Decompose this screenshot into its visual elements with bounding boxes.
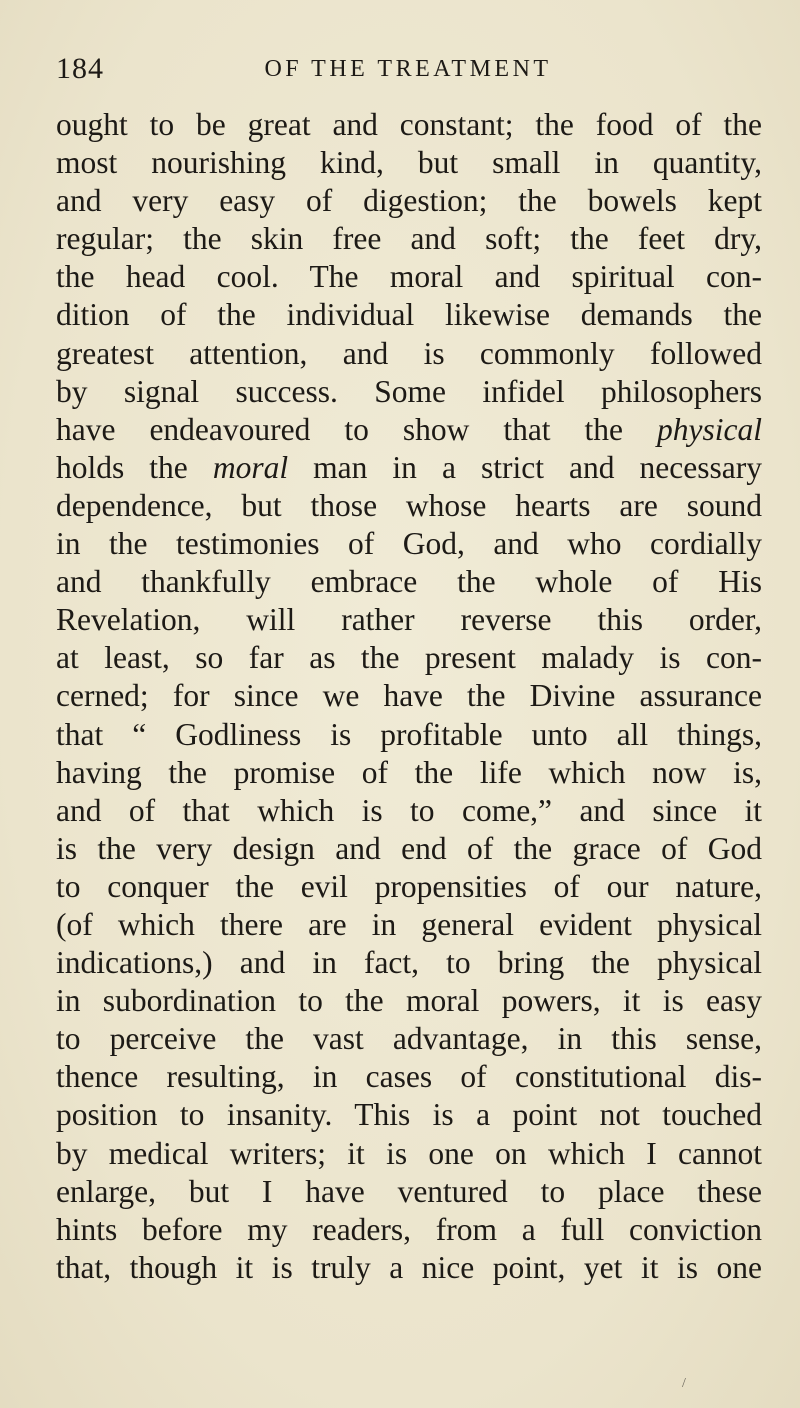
text-segment: thence resulting, in cases of constitutional dis-: [56, 1059, 762, 1095]
text-segment: man in a strict and necessary: [288, 449, 762, 485]
text-segment: that “ Godliness is profitable unto all things,: [56, 716, 762, 752]
text-line: [56, 296, 762, 334]
text-segment: ought to be great and constant; the food of the: [56, 107, 762, 142]
text-line: [56, 639, 762, 677]
text-segment: and of that which is to come,” and since it: [56, 792, 762, 828]
text-segment: in the testimonies of God, and who cordially: [56, 526, 762, 562]
text-segment: cerned; for since we have the Divine assurance: [56, 678, 762, 714]
text-segment: to conquer the evil propensities of our nature,: [56, 868, 762, 904]
text-line: [56, 601, 762, 639]
text-segment: regular; the skin free and soft; the feet dry,: [56, 221, 762, 257]
running-head: [56, 52, 760, 92]
text-segment: by medical writers; it is one on which I cannot: [56, 1135, 762, 1171]
text-line: [56, 1249, 762, 1287]
text-line: [56, 1173, 762, 1211]
text-line: [56, 754, 762, 792]
text-segment: and very easy of digestion; the bowels kept: [56, 183, 762, 219]
text-line: [56, 716, 762, 754]
text-segment: enlarge, but I have ventured to place these: [56, 1173, 762, 1209]
text-segment: position to insanity. This is a point not touched: [56, 1097, 762, 1133]
text-segment: greatest attention, and is commonly followed: [56, 335, 762, 371]
text-line: [56, 1135, 762, 1173]
text-line: [56, 220, 762, 258]
text-segment: the head cool. The moral and spiritual con-: [56, 259, 762, 295]
text-line: [56, 335, 762, 373]
text-line: [56, 982, 762, 1020]
text-line: [56, 563, 762, 601]
text-segment: and thankfully embrace the whole of His: [56, 564, 762, 600]
text-line: [56, 944, 762, 982]
page-number: 184: [56, 52, 104, 85]
text-line: [56, 449, 762, 487]
text-segment: dependence, but those whose hearts are sound: [56, 487, 762, 523]
text-line: [56, 258, 762, 296]
text-line: [56, 677, 762, 715]
text-segment: at least, so far as the present malady is con-: [56, 640, 762, 676]
text-segment: that, though it is truly a nice point, yet it is one: [56, 1249, 762, 1285]
text-segment: in subordination to the moral powers, it is easy: [56, 983, 762, 1019]
text-line: [56, 906, 762, 944]
text-line: [56, 1058, 762, 1096]
text-line: [56, 487, 762, 525]
text-segment: indications,) and in fact, to bring the physical: [56, 945, 762, 981]
text-segment: have endeavoured to show that the: [56, 411, 658, 447]
text-line: [56, 144, 762, 182]
running-title: OF THE TREATMENT: [264, 56, 552, 82]
text-segment: dition of the individual likewise demands the: [56, 297, 762, 333]
text-segment: to perceive the vast advantage, in this sense,: [56, 1021, 762, 1057]
text-line: [56, 1096, 762, 1134]
text-line: [56, 373, 762, 411]
text-segment: having the promise of the life which now is,: [56, 754, 762, 790]
text-line: [56, 182, 762, 220]
text-line: [56, 106, 762, 144]
text-line: [56, 868, 762, 906]
text-line: [56, 792, 762, 830]
italic-text: moral: [212, 449, 289, 485]
text-segment: is the very design and end of the grace of God: [56, 830, 762, 866]
text-line: [56, 1020, 762, 1058]
text-segment: most nourishing kind, but small in quantity,: [56, 145, 762, 181]
text-segment: (of which there are in general evident physical: [56, 906, 762, 942]
stray-mark: /: [682, 1376, 686, 1391]
text-line: [56, 525, 762, 563]
text-line: [56, 830, 762, 868]
text-segment: Revelation, will rather reverse this order,: [56, 602, 762, 638]
text-segment: holds the: [56, 449, 213, 485]
body-text: [56, 106, 762, 1287]
text-segment: hints before my readers, from a full conviction: [56, 1211, 762, 1247]
text-line: [56, 411, 762, 449]
text-segment: by signal success. Some infidel philosophers: [56, 373, 762, 409]
italic-text: physical: [657, 411, 762, 447]
text-line: [56, 1211, 762, 1249]
